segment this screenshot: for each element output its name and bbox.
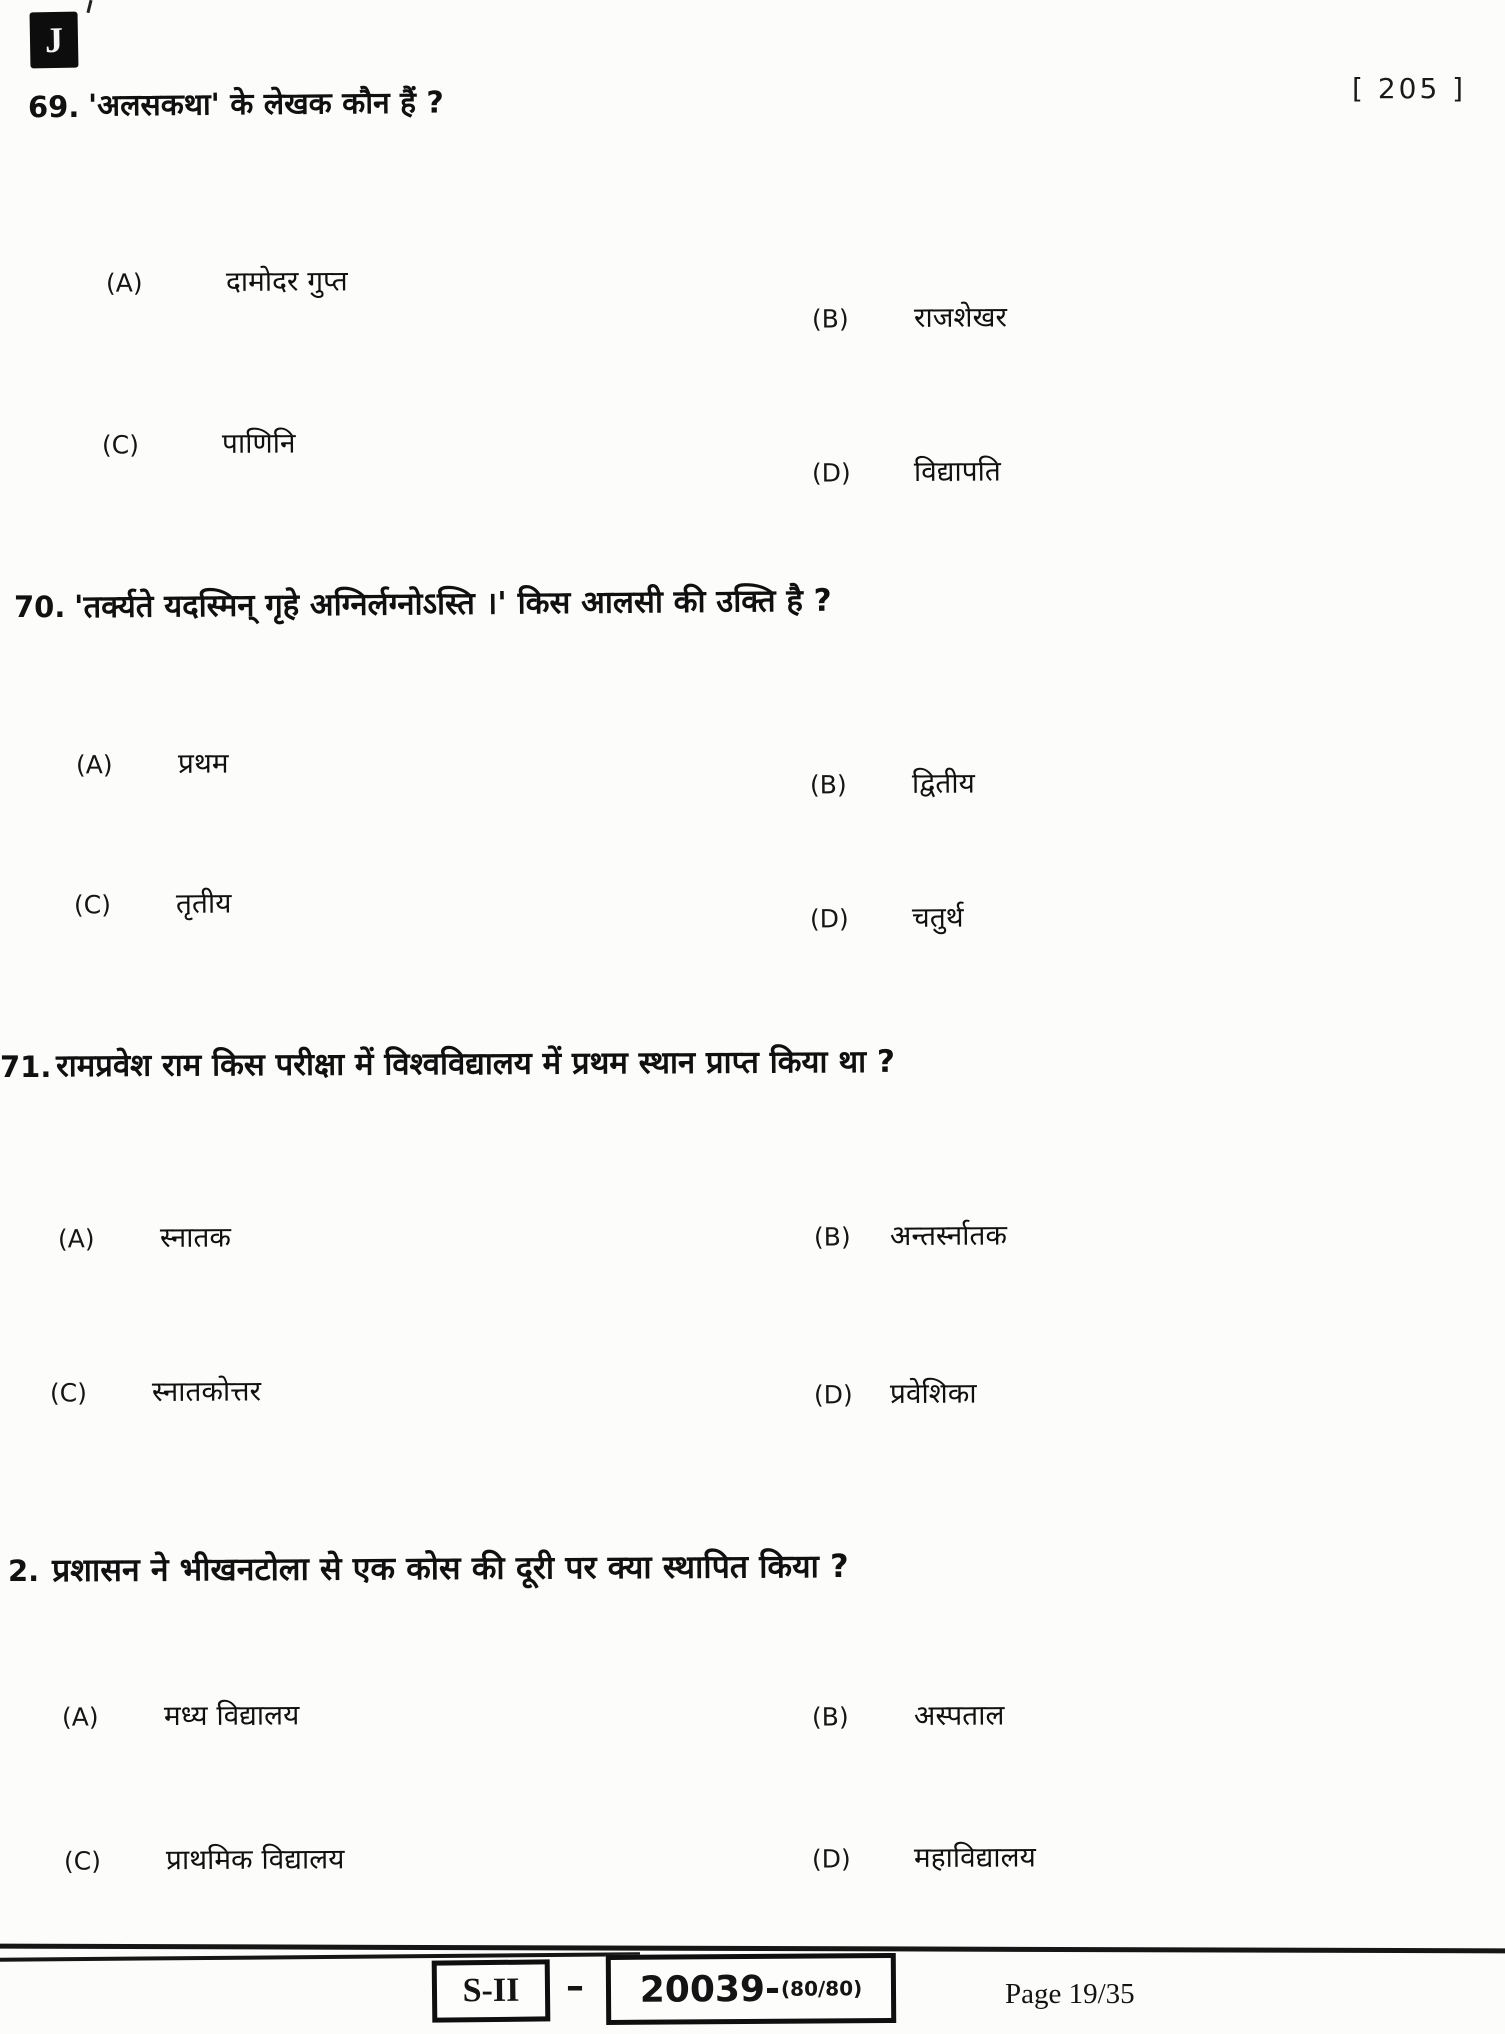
option-row xyxy=(812,1695,1005,1734)
option-text: दामोदर गुप्त xyxy=(225,264,348,299)
option-text: राजशेखर xyxy=(913,300,1007,334)
question-text: 'तर्क्यते यदस्मिन् गृहे अग्निर्लग्नोऽस्ति ।' किस आलसी की उक्ति है ? xyxy=(73,582,832,626)
question-number: 69. xyxy=(28,90,80,124)
option-text: अस्पताल xyxy=(913,1698,1005,1732)
option-text: अन्तर्स्नातक xyxy=(889,1218,1008,1253)
question-text: 'अलसकथा' के लेखक कौन हैं ? xyxy=(87,85,445,124)
page-indicator: Page 19/35 xyxy=(1005,1978,1135,2010)
option-label: (B) xyxy=(809,770,847,800)
option-text: चतुर्थ xyxy=(911,900,964,934)
option-text: महाविद्यालय xyxy=(913,1840,1036,1875)
question-text: रामप्रवेश राम किस परीक्षा में विश्वविद्यालय में प्रथम स्थान प्राप्त किया था ? xyxy=(55,1043,896,1085)
booklet-code: 20039- xyxy=(639,1968,781,2011)
option-text: प्रथम xyxy=(177,746,229,780)
set-code-label: S-II xyxy=(462,1971,520,2010)
option-row xyxy=(810,764,975,803)
option-row xyxy=(814,1215,1007,1254)
option-row xyxy=(812,1837,1036,1876)
page-number-bracket: [ 205 ] xyxy=(1352,72,1467,105)
option-text: स्नातक xyxy=(159,1220,232,1254)
option-label: (B) xyxy=(811,304,849,334)
option-label: (C) xyxy=(63,1846,102,1876)
option-text: पाणिनि xyxy=(221,426,296,460)
booklet-code-box xyxy=(606,1953,896,2025)
option-label: (A) xyxy=(75,750,113,780)
question-text: प्रशासन ने भीखनटोला से एक कोस की दूरी पर क्या स्थापित किया ? xyxy=(51,1546,849,1590)
option-row xyxy=(50,1371,261,1410)
option-label: (A) xyxy=(105,268,143,298)
option-row xyxy=(76,744,229,783)
option-row xyxy=(102,423,296,462)
option-label: (D) xyxy=(809,904,849,934)
option-row xyxy=(106,261,348,300)
footer-dash: – xyxy=(566,1966,584,2007)
option-label: (C) xyxy=(73,890,112,920)
question-number: 71. xyxy=(0,1050,52,1084)
booklet-code-suffix: (80/80) xyxy=(780,1976,863,2001)
option-row xyxy=(814,1374,977,1413)
option-label: (C) xyxy=(49,1378,88,1408)
option-row xyxy=(810,898,964,937)
option-row xyxy=(74,884,232,923)
option-label: (B) xyxy=(813,1222,851,1252)
option-row xyxy=(812,297,1007,336)
option-text: प्राथमिक विद्यालय xyxy=(165,1842,345,1877)
option-text: प्रवेशिका xyxy=(889,1376,977,1411)
option-label: (C) xyxy=(101,430,140,460)
option-row xyxy=(58,1218,231,1257)
option-text: स्नातकोत्तर xyxy=(151,1374,262,1409)
set-code-box xyxy=(432,1959,551,2022)
option-row xyxy=(62,1695,300,1734)
option-text: तृतीय xyxy=(175,886,232,920)
series-badge: J xyxy=(30,12,79,69)
option-label: (D) xyxy=(811,458,851,488)
option-label: (B) xyxy=(811,1702,849,1732)
question-number: 70. xyxy=(14,590,66,624)
option-label: (A) xyxy=(61,1702,99,1732)
option-row xyxy=(64,1839,345,1878)
option-label: (D) xyxy=(813,1380,853,1410)
question-number: 2. xyxy=(8,1554,40,1588)
scan-artifact-tick xyxy=(86,0,92,13)
footer-rule xyxy=(0,1944,1505,1954)
option-label: (A) xyxy=(57,1224,95,1254)
option-label: (D) xyxy=(811,1844,851,1874)
option-text: मध्य विद्यालय xyxy=(163,1698,300,1733)
option-text: द्वितीय xyxy=(911,766,975,800)
option-row xyxy=(812,452,1001,491)
option-text: विद्यापति xyxy=(913,454,1001,488)
